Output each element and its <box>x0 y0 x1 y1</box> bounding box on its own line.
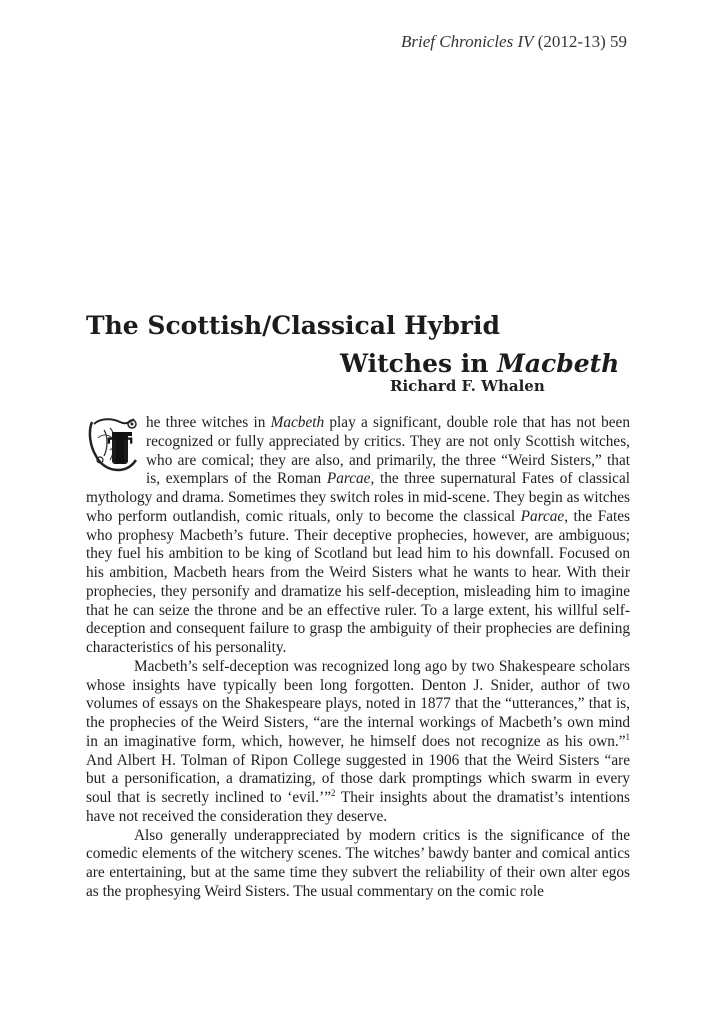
running-head <box>401 32 627 52</box>
title-italic-play: Macbeth <box>497 348 620 378</box>
footnote-ref-2[interactable]: 2 <box>331 787 336 798</box>
decorative-drop-cap <box>86 416 140 472</box>
title-line-2 <box>86 345 626 383</box>
paragraph-3 <box>86 827 630 902</box>
p1-italic-3: Parcae <box>520 507 565 525</box>
p1-text-4: , the Fates who prophesy Macbeth’s future. Their deceptive prophecies, however, are ambiguous; they fuel his ambition to be king of Scotland but lead him to his downfall. Focused on his ambition, Macbeth hears from the Weird Sisters what he wants to hear. With their prophecies, they personify and dramatize his self-deception, misleading him to imagine that he can seize the throne and be an effective ruler. To a large extent, his willful self-deception and consequent failure to grasp the ambiguity of their prophecies are defining characteristics of his personality. <box>86 507 630 656</box>
p2-text-2: And Albert H. Tolman of Ripon College suggested in 1906 that the Weird Sisters “are but a personification, a dramatizing, of those dark promptings which swarm in every soul that is secretly inclined to ‘evil.’” <box>86 751 630 806</box>
article-author: Richard F. Whalen <box>390 377 545 395</box>
footnote-ref-1[interactable]: 1 <box>625 731 630 742</box>
page-number: 59 <box>610 32 627 51</box>
p1-italic-1: Macbeth <box>270 414 325 431</box>
p2-text-1: Macbeth’s self-deception was recognized long ago by two Shakespeare scholars whose insights have typically been long forgotten. Denton J. Snider, author of two volumes of essays on the Shakespeare plays, noted in 1877 that the “utterances,” that is, the prophecies of the Weird Sisters, “are the internal workings of Macbeth’s own mind in an imaginative form, which, however, he himself does not recognize as his own.” <box>86 657 630 750</box>
paragraph-2 <box>86 658 630 827</box>
svg-text:T: T <box>107 431 133 471</box>
title-line-1: The Scottish/Classical Hybrid <box>86 310 500 340</box>
article-title <box>86 307 626 383</box>
p1-text-3: , the three supernatural Fates of classical mythology and drama. Sometimes they switch roles in mid-scene. They begin as witches who perform outlandish, comic rituals, only to become the classical <box>86 470 630 525</box>
article-body <box>86 414 630 902</box>
p2-text-3: Their insights about the dramatist’s intentions have not received the consideration they deserve. <box>86 789 630 825</box>
p1-text-1: he three witches in <box>146 414 271 431</box>
paragraph-1 <box>86 414 630 658</box>
p1-italic-2: Parcae <box>326 470 371 488</box>
p3-text-1: Also generally underappreciated by modern critics is the significance of the comedic elements of the witchery scenes. The witches’ bawdy banter and comical antics are entertaining, but at the same time they subvert the reliability of their own alter egos as the prophesying Weird Sisters. The usual commentary on the comic role <box>86 826 630 900</box>
title-line-2-text: Witches in <box>340 348 498 378</box>
p1-text-2: play a significant, double role that has not been recognized or fully appreciated by critics. They are not only Scottish witches, who are comical; they are also, and primarily, the three “Weird Sisters,” that is, exemplars of the Roman <box>146 414 630 488</box>
journal-years: (2012-13) <box>537 32 606 51</box>
journal-name: Brief Chronicles IV <box>401 32 534 51</box>
